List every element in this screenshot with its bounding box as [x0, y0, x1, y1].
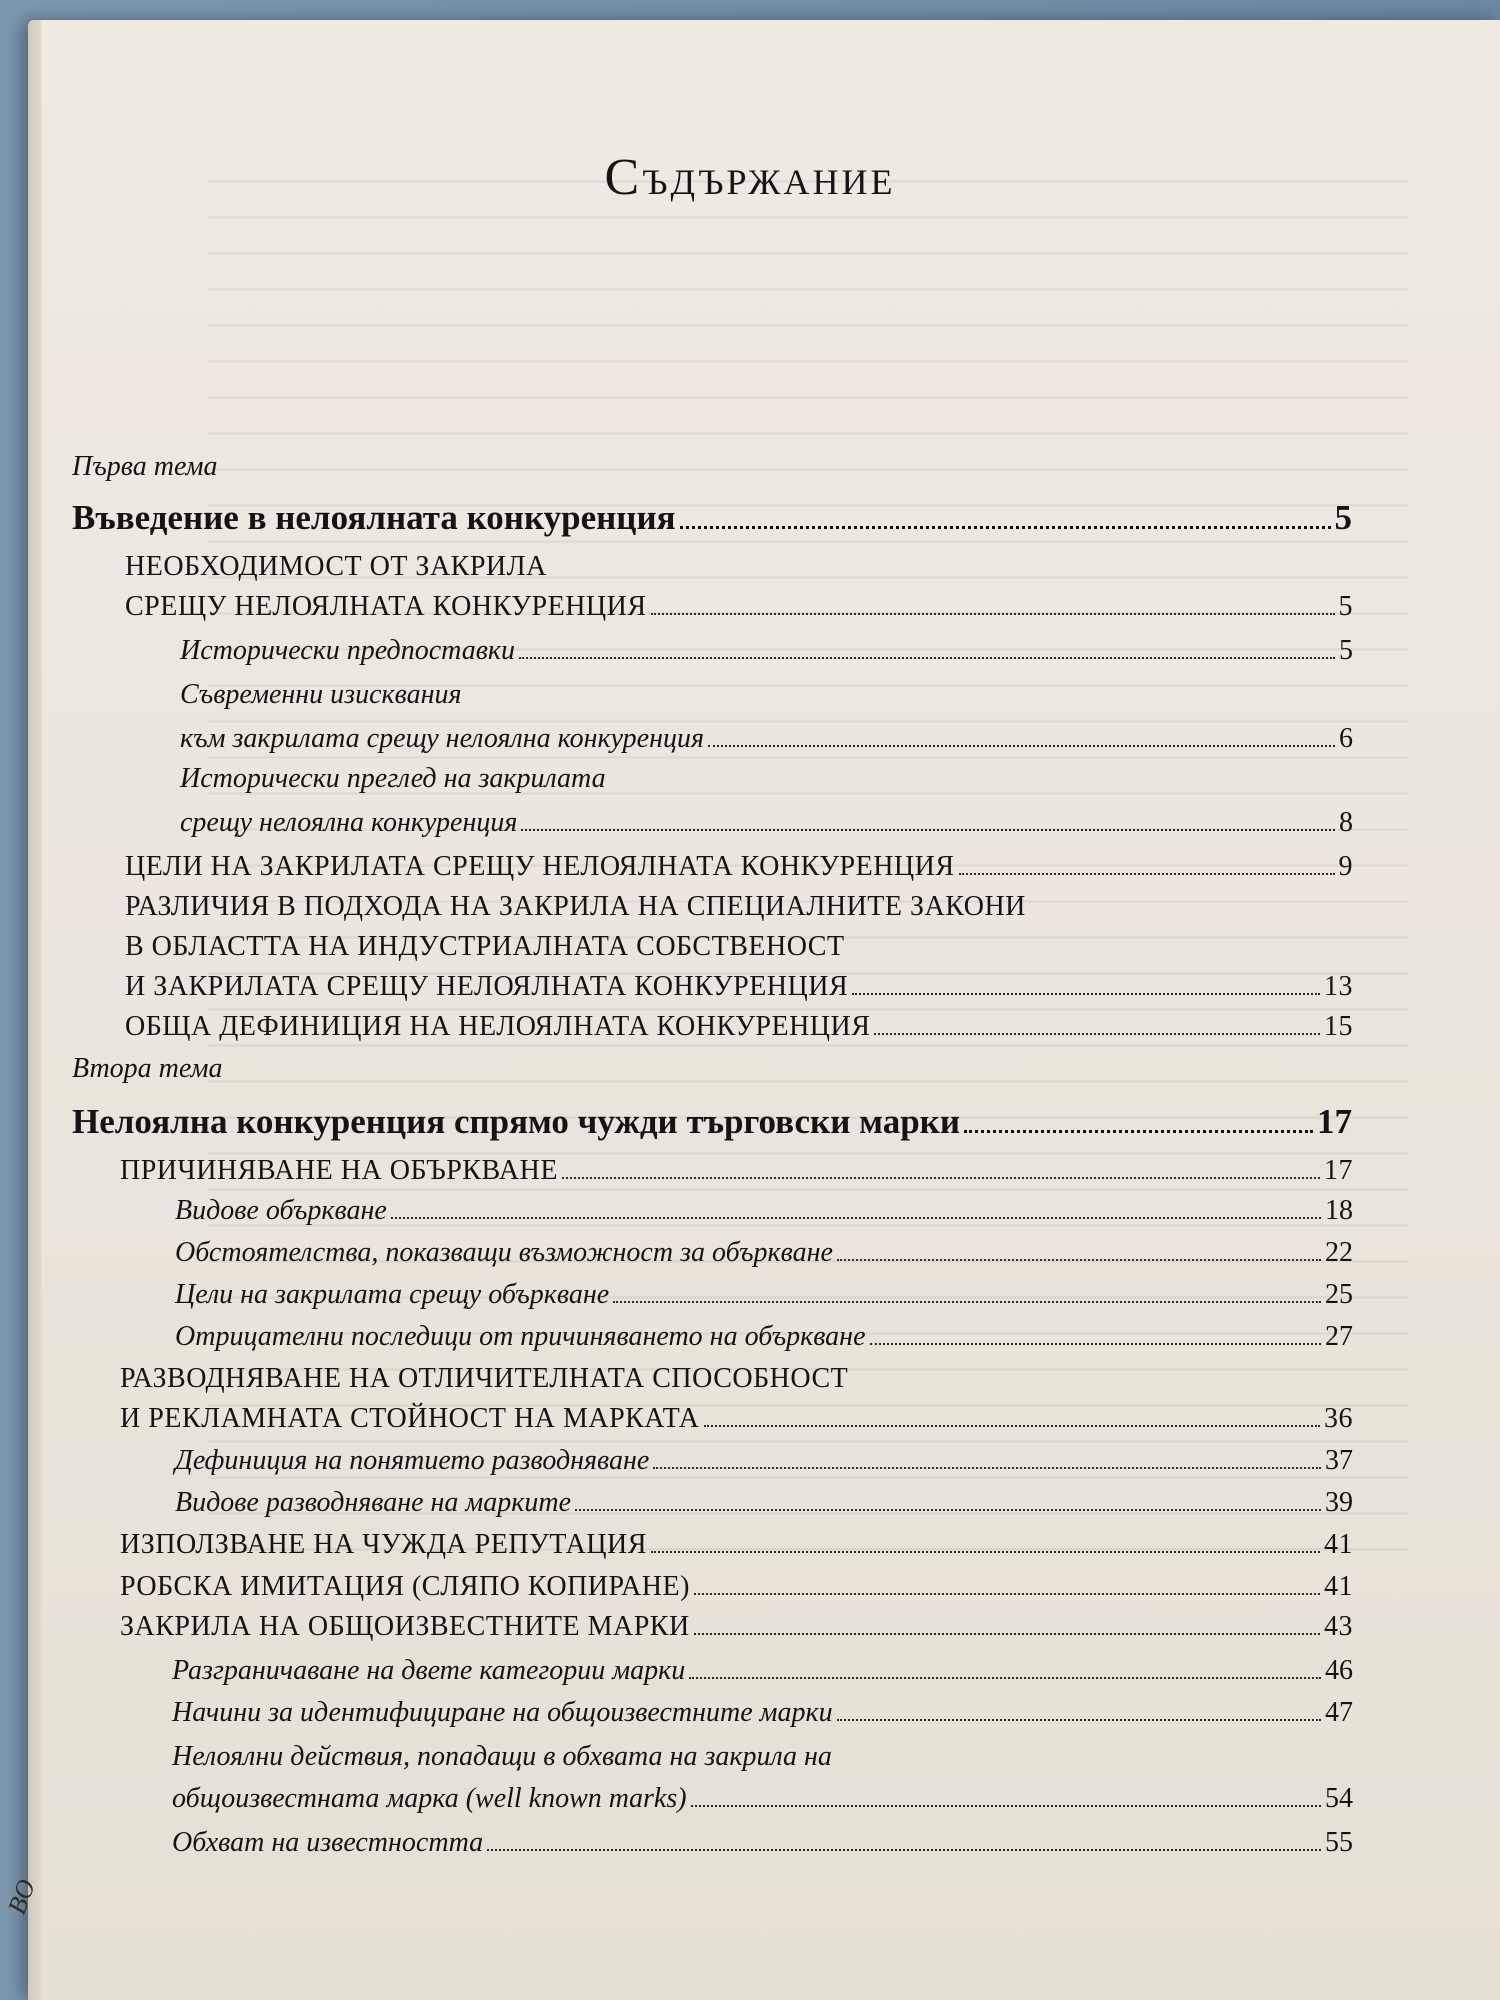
- theme-label: [72, 452, 218, 481]
- toc-entry[interactable]: [125, 972, 1353, 1003]
- toc-entry[interactable]: [125, 552, 547, 581]
- toc-entry[interactable]: [120, 1404, 1353, 1435]
- toc-entry[interactable]: [125, 592, 1353, 623]
- toc-entry[interactable]: [125, 932, 845, 961]
- page-number: 39: [1325, 1487, 1353, 1518]
- page-number: 36: [1324, 1403, 1353, 1434]
- toc-entry[interactable]: [175, 1196, 1353, 1227]
- toc-entry[interactable]: [175, 1446, 1353, 1477]
- page-number: 5: [1338, 591, 1353, 622]
- chapter-heading[interactable]: [72, 1104, 1352, 1142]
- toc-entry[interactable]: [180, 680, 462, 709]
- entry-text: ЗАКРИЛА НА ОБЩОИЗВЕСТНИТЕ МАРКИ: [120, 1611, 690, 1642]
- dot-leader: [613, 1301, 1321, 1303]
- page-number: 27: [1325, 1321, 1353, 1352]
- entry-text: РАЗВОДНЯВАНЕ НА ОТЛИЧИТЕЛНАТА СПОСОБНОСТ: [120, 1363, 849, 1394]
- entry-text: Отрицателни последици от причиняването на объркване: [175, 1321, 866, 1352]
- dot-leader: [487, 1849, 1321, 1851]
- page-number: 6: [1339, 723, 1353, 754]
- page-number: 54: [1325, 1783, 1353, 1814]
- page-number: 25: [1325, 1279, 1353, 1310]
- dot-leader: [651, 1551, 1320, 1553]
- entry-text: Обстоятелства, показващи възможност за объркване: [175, 1237, 833, 1268]
- dot-leader: [653, 1467, 1321, 1469]
- page-number: 5: [1334, 498, 1352, 537]
- entry-text: ИЗПОЛЗВАНЕ НА ЧУЖДА РЕПУТАЦИЯ: [120, 1529, 647, 1560]
- toc-entry[interactable]: [172, 1698, 1353, 1729]
- dot-leader: [874, 1033, 1320, 1035]
- toc-entry[interactable]: [125, 852, 1353, 883]
- dot-leader: [870, 1343, 1322, 1345]
- page-number: 13: [1324, 971, 1353, 1002]
- toc-entry[interactable]: [125, 1012, 1353, 1043]
- toc-entry[interactable]: [175, 1322, 1353, 1353]
- page-number: 17: [1317, 1102, 1352, 1141]
- theme-label-text: Втора тема: [72, 1053, 223, 1084]
- entry-text: Цели на закрилата срещу объркване: [175, 1279, 610, 1310]
- page-number: 46: [1325, 1655, 1353, 1686]
- entry-text: общоизвестната марка (well known marks): [172, 1783, 687, 1814]
- entry-text: Обхват на известността: [172, 1827, 484, 1858]
- page-title: Съдържание: [604, 149, 896, 206]
- entry-text: Разграничаване на двете категории марки: [172, 1655, 686, 1686]
- entry-text: Дефиниция на понятието разводняване: [175, 1445, 650, 1476]
- dot-leader: [521, 829, 1335, 831]
- toc-entry[interactable]: [180, 808, 1353, 839]
- dot-leader: [708, 745, 1335, 747]
- entry-text: В ОБЛАСТТА НА ИНДУСТРИАЛНАТА СОБСТВЕНОСТ: [125, 931, 845, 962]
- page-number: 22: [1325, 1237, 1353, 1268]
- toc-entry[interactable]: [175, 1280, 1353, 1311]
- theme-label: [72, 1054, 223, 1083]
- entry-text: към закрилата срещу нелоялна конкуренция: [180, 723, 705, 754]
- dot-leader: [575, 1509, 1321, 1511]
- toc-entry[interactable]: [175, 1238, 1353, 1269]
- dot-leader: [694, 1593, 1320, 1595]
- dot-leader: [959, 873, 1335, 875]
- dot-leader: [852, 993, 1320, 995]
- entry-text: Видове объркване: [175, 1195, 387, 1226]
- entry-text: РАЗЛИЧИЯ В ПОДХОДА НА ЗАКРИЛА НА СПЕЦИАЛНИТЕ ЗАКОНИ: [125, 891, 1026, 922]
- toc-entry[interactable]: [180, 764, 606, 793]
- entry-text: НЕОБХОДИМОСТ ОТ ЗАКРИЛА: [125, 551, 547, 582]
- entry-text: Исторически преглед на закрилата: [180, 763, 606, 794]
- toc-entry[interactable]: [180, 636, 1353, 667]
- chapter-heading[interactable]: [72, 500, 1352, 538]
- entry-text: И РЕКЛАМНАТА СТОЙНОСТ НА МАРКАТА: [120, 1403, 700, 1434]
- entry-text: РОБСКА ИМИТАЦИЯ (СЛЯПО КОПИРАНЕ): [120, 1571, 690, 1602]
- page-number: 5: [1339, 635, 1353, 666]
- toc-entry[interactable]: [172, 1784, 1353, 1815]
- entry-text: ЦЕЛИ НА ЗАКРИЛАТА СРЕЩУ НЕЛОЯЛНАТА КОНКУРЕНЦИЯ: [125, 851, 955, 882]
- entry-text: Начини за идентифициране на общоизвестните марки: [172, 1697, 833, 1728]
- toc-entry[interactable]: [120, 1612, 1353, 1643]
- theme-label-text: Първа тема: [72, 451, 218, 482]
- page-number: 41: [1324, 1571, 1353, 1602]
- page-number: 43: [1324, 1611, 1353, 1642]
- toc-entry[interactable]: [120, 1530, 1353, 1561]
- dot-leader: [689, 1677, 1321, 1679]
- entry-text: И ЗАКРИЛАТА СРЕЩУ НЕЛОЯЛНАТА КОНКУРЕНЦИЯ: [125, 971, 849, 1002]
- chapter-title: Въведение в нелоялната конкуренция: [72, 498, 676, 537]
- dot-leader: [651, 613, 1335, 615]
- entry-text: ОБЩА ДЕФИНИЦИЯ НА НЕЛОЯЛНАТА КОНКУРЕНЦИЯ: [125, 1011, 871, 1042]
- entry-text: Исторически предпоставки: [180, 635, 515, 666]
- entry-text: Видове разводняване на марките: [175, 1487, 572, 1518]
- toc-entry[interactable]: [120, 1572, 1353, 1603]
- dot-leader: [391, 1217, 1321, 1219]
- dot-leader: [519, 657, 1335, 659]
- toc-entry[interactable]: [125, 892, 1026, 921]
- toc-entry[interactable]: [172, 1828, 1353, 1859]
- page-number: 8: [1339, 807, 1353, 838]
- toc-entry[interactable]: [120, 1364, 848, 1393]
- dot-leader: [837, 1259, 1321, 1261]
- page-number: 9: [1338, 851, 1353, 882]
- page-number: 17: [1324, 1155, 1353, 1186]
- toc-entry[interactable]: [120, 1156, 1353, 1187]
- page-number: 37: [1325, 1445, 1353, 1476]
- dot-leader: [691, 1805, 1321, 1807]
- toc-entry[interactable]: [180, 724, 1353, 755]
- entry-text: СРЕЩУ НЕЛОЯЛНАТА КОНКУРЕНЦИЯ: [125, 591, 647, 622]
- entry-text: срещу нелоялна конкуренция: [180, 807, 518, 838]
- dot-leader: [837, 1719, 1321, 1721]
- dot-leader: [694, 1633, 1320, 1635]
- page-number: 55: [1325, 1827, 1353, 1858]
- entry-text: ПРИЧИНЯВАНЕ НА ОБЪРКВАНЕ: [120, 1155, 558, 1186]
- toc-entry[interactable]: [172, 1742, 832, 1771]
- margin-note: BO: [2, 1875, 42, 1918]
- entry-text: Съвременни изисквания: [180, 679, 462, 710]
- dot-leader: [964, 1130, 1313, 1133]
- page-number: 41: [1324, 1529, 1353, 1560]
- dot-leader: [704, 1425, 1321, 1427]
- dot-leader: [562, 1177, 1320, 1179]
- dot-leader: [680, 526, 1331, 529]
- entry-text: Нелоялни действия, попадащи в обхвата на закрила на: [172, 1741, 832, 1772]
- page-number: 47: [1325, 1697, 1353, 1728]
- toc-entry[interactable]: [172, 1656, 1353, 1687]
- chapter-title: Нелоялна конкуренция спрямо чужди търговски марки: [72, 1102, 961, 1141]
- page-number: 15: [1324, 1011, 1353, 1042]
- toc-entry[interactable]: [175, 1488, 1353, 1519]
- page-number: 18: [1325, 1195, 1353, 1226]
